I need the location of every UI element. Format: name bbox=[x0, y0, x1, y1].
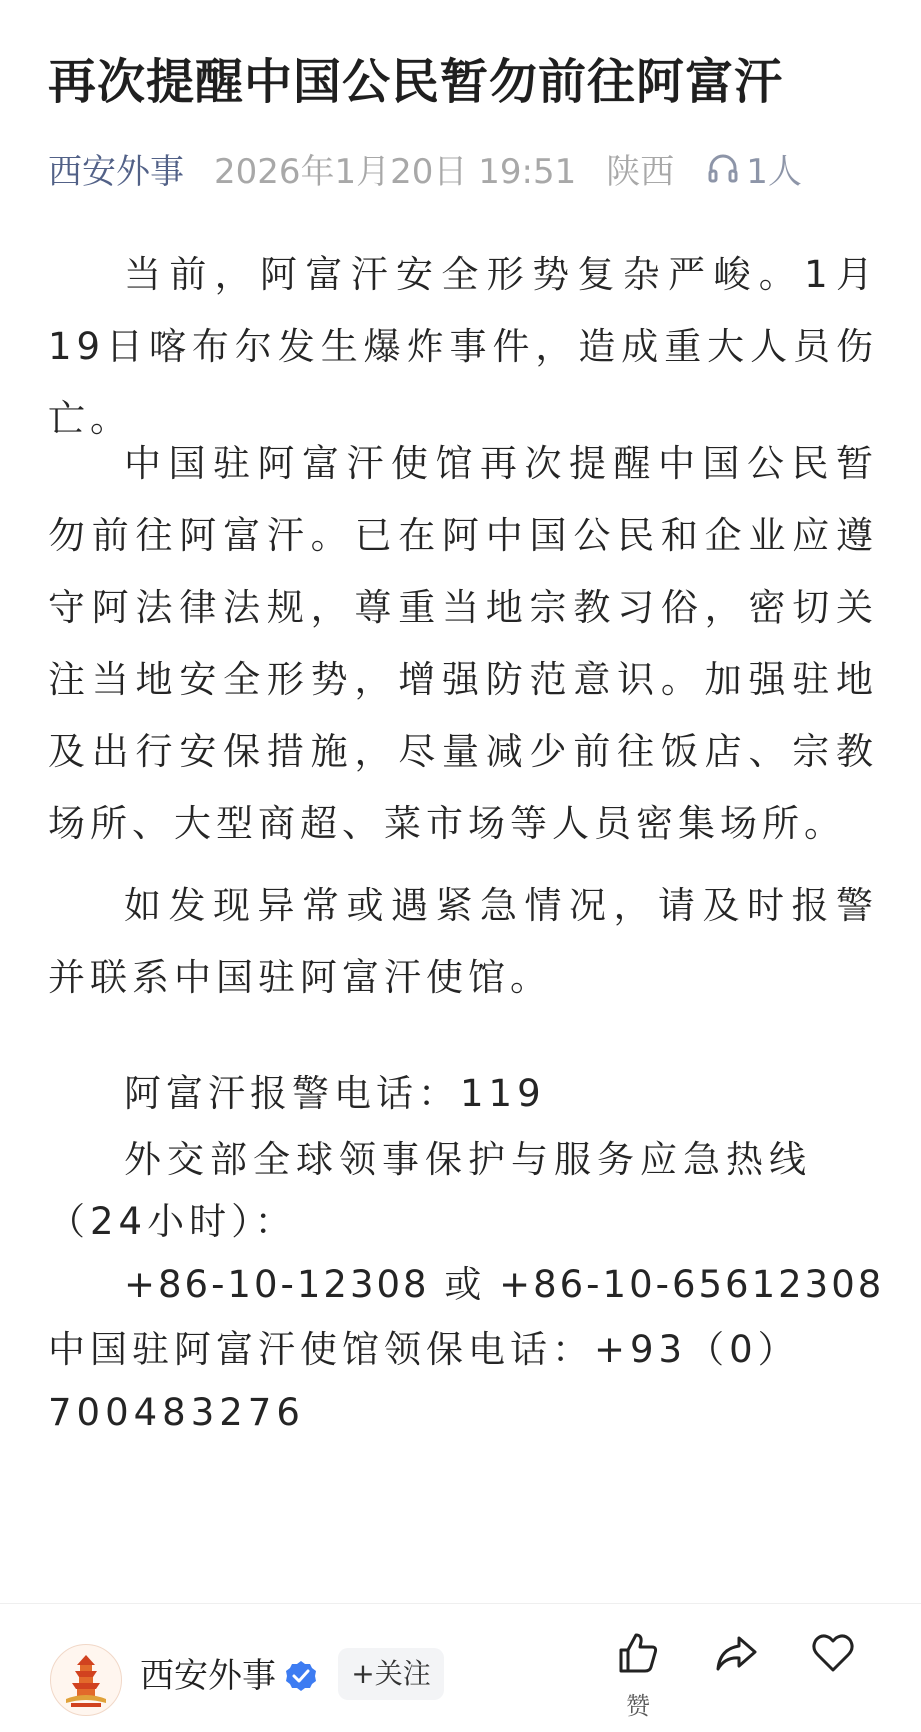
share-button[interactable] bbox=[706, 1630, 766, 1680]
region-label: 陕西 bbox=[606, 151, 675, 192]
thumbs-up-icon bbox=[615, 1630, 661, 1676]
headphones-icon bbox=[706, 151, 740, 185]
police-phone: 阿富汗报警电话：119 bbox=[124, 1072, 546, 1115]
article-title: 再次提醒中国公民暂勿前往阿富汗 bbox=[48, 54, 784, 110]
article-meta bbox=[48, 143, 802, 193]
embassy-line-2: 700483276 bbox=[48, 1391, 305, 1434]
avatar[interactable] bbox=[50, 1644, 122, 1716]
hotline-line-1: 外交部全球领事保护与服务应急热线 bbox=[124, 1138, 812, 1181]
favorite-button[interactable] bbox=[803, 1630, 863, 1680]
author-name[interactable]: 西安外事 bbox=[140, 1654, 318, 1698]
heart-icon bbox=[810, 1630, 856, 1676]
listen-count: 1人 bbox=[746, 151, 802, 192]
share-icon bbox=[713, 1630, 759, 1676]
paragraph-1: 当前，阿富汗安全形势复杂严峻。1月19日喀布尔发生爆炸事件，造成重大人员伤亡。 bbox=[48, 253, 878, 440]
verified-icon bbox=[284, 1659, 318, 1693]
paragraph-2: 中国驻阿富汗使馆再次提醒中国公民暂勿前往阿富汗。已在阿中国公民和企业应遵守阿法律法规，尊重当地宗教习俗，密切关注当地安全形势，增强防范意识。加强驻地及出行安保措施，尽量减少前往饭店、宗教场所、大型商超、菜市场等人员密集场所。 bbox=[48, 442, 878, 845]
like-label: 赞 bbox=[626, 1692, 650, 1720]
publish-date: 2026年1月20日 19:51 bbox=[214, 151, 577, 192]
embassy-line-1: 中国驻阿富汗使馆领保电话：+93（0） bbox=[48, 1328, 800, 1371]
listen-button[interactable] bbox=[706, 144, 802, 193]
hotline-numbers: +86-10-12308 或 +86-10-65612308 bbox=[124, 1263, 885, 1306]
paragraph-3: 如发现异常或遇紧急情况，请及时报警并联系中国驻阿富汗使馆。 bbox=[48, 884, 878, 999]
like-button[interactable] bbox=[608, 1630, 668, 1721]
pagoda-logo-icon bbox=[51, 1645, 121, 1715]
bottom-bar bbox=[0, 1603, 921, 1732]
hotline-line-2: （24小时）： bbox=[48, 1200, 297, 1243]
follow-button[interactable]: +关注 bbox=[338, 1648, 444, 1700]
source-name[interactable]: 西安外事 bbox=[48, 151, 184, 192]
